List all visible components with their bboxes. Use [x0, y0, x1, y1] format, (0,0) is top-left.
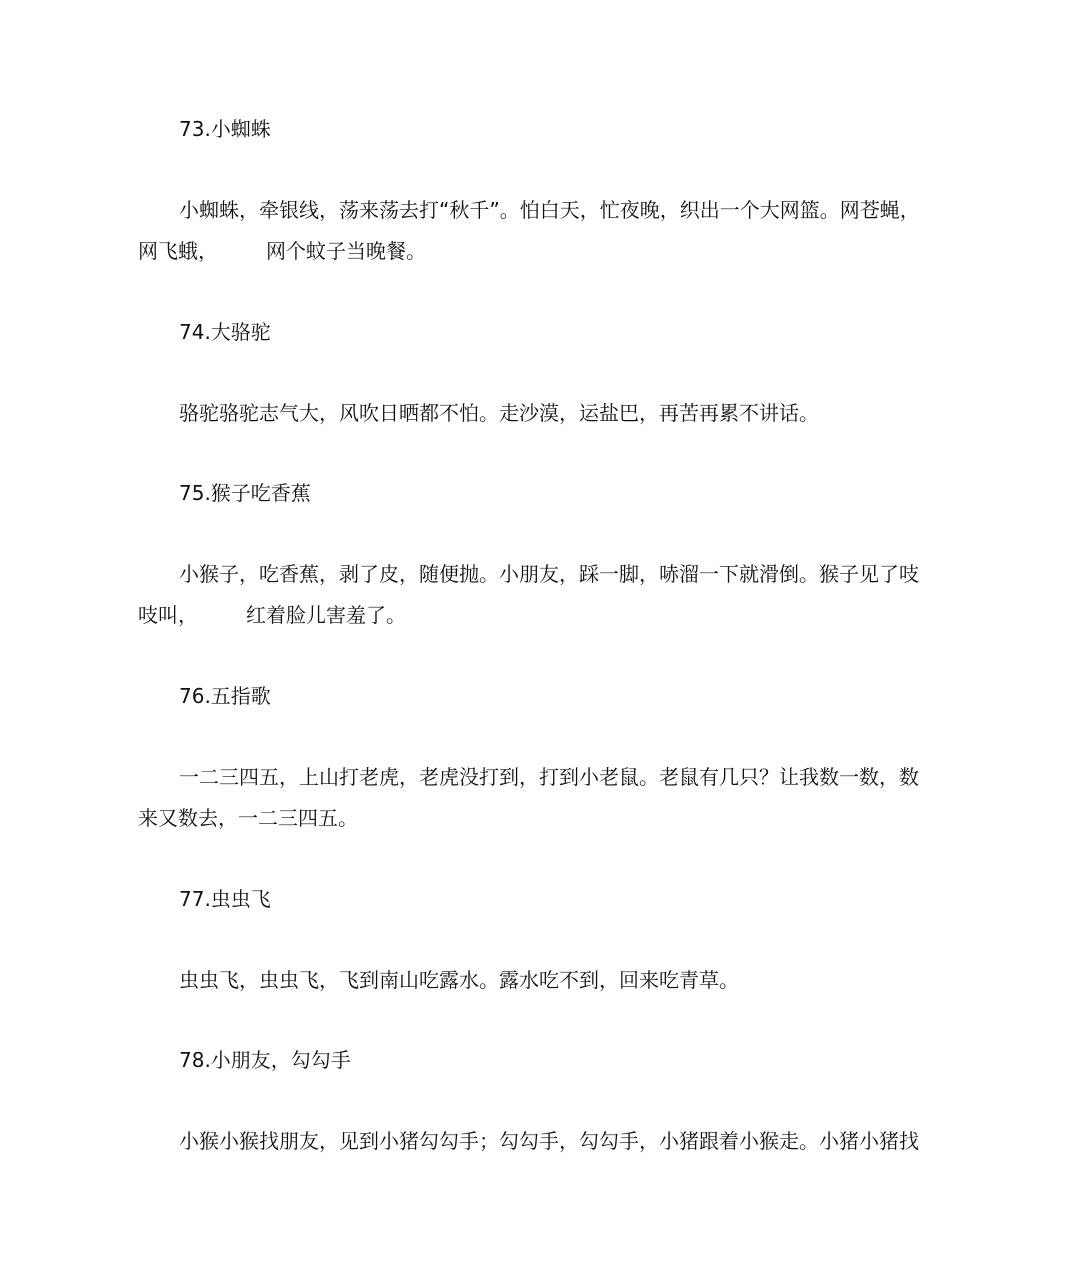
poem-line: 小猴子，吃香蕉，剥了皮，随便抛。小朋友，踩一脚，哧溜一下就滑倒。猴子见了吱 — [179, 562, 919, 586]
poem-line-part: 吱叫， — [138, 603, 198, 627]
section-title-77: 77.虫虫飞 — [179, 887, 271, 911]
poem-line-part: 红着脸儿害羞了。 — [246, 603, 406, 627]
poem-line — [138, 603, 406, 627]
poem-line: 一二三四五，上山打老虎，老虎没打到，打到小老鼠。老鼠有几只？让我数一数，数 — [179, 765, 919, 789]
poem-line-part: 网飞蛾， — [138, 239, 218, 263]
poem-line: 小蜘蛛，牵银线，荡来荡去打“秋千”。怕白天，忙夜晚，织出一个大网篮。网苍蝇， — [179, 198, 920, 222]
poem-line — [138, 239, 426, 263]
poem-line: 来又数去，一二三四五。 — [138, 806, 358, 830]
poem-line: 虫虫飞，虫虫飞，飞到南山吃露水。露水吃不到，回来吃青草。 — [179, 968, 739, 992]
section-title-78: 78.小朋友，勾勾手 — [179, 1048, 351, 1072]
poem-line-part: 网个蚊子当晚餐。 — [266, 239, 426, 263]
section-title-76: 76.五指歌 — [179, 684, 271, 708]
poem-line: 骆驼骆驼志气大，风吹日晒都不怕。走沙漠，运盐巴，再苦再累不讲话。 — [179, 401, 819, 425]
poem-line: 小猴小猴找朋友，见到小猪勾勾手；勾勾手，勾勾手，小猪跟着小猴走。小猪小猪找 — [179, 1129, 919, 1153]
section-title-75: 75.猴子吃香蕉 — [179, 481, 311, 505]
section-title-74: 74.大骆驼 — [179, 320, 271, 344]
section-title-73: 73.小蜘蛛 — [179, 117, 271, 141]
